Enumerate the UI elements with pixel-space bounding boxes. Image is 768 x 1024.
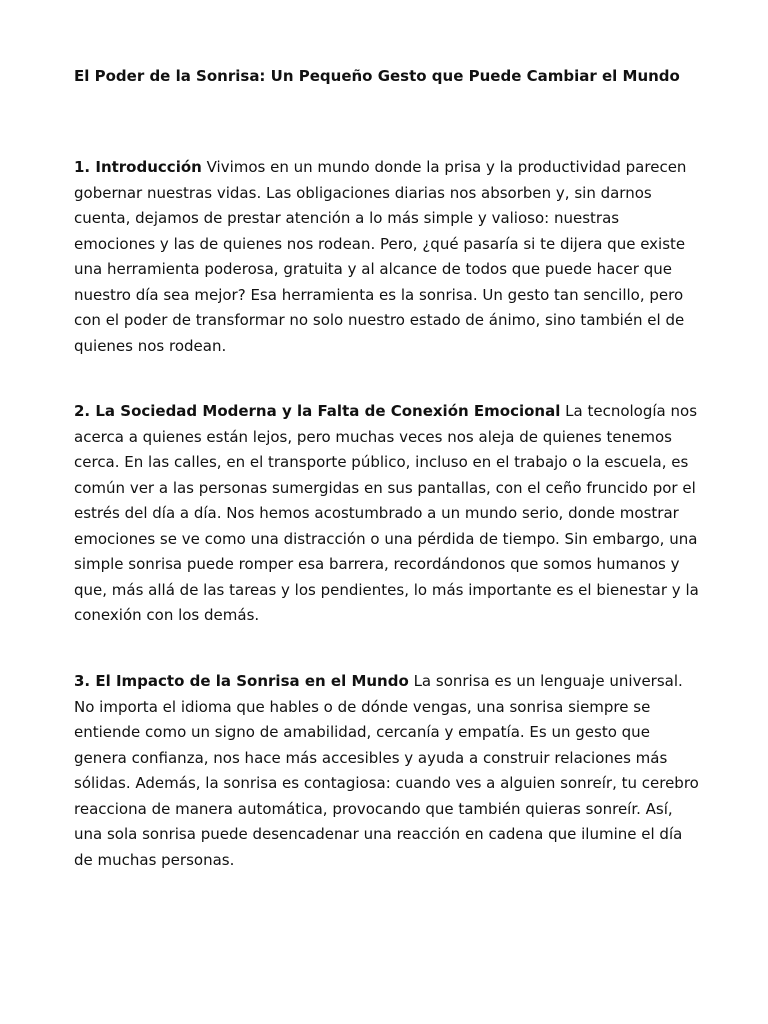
- section-body: Vivimos en un mundo donde la prisa y la productividad parecen gobernar nuestras vidas. Las obligaciones diarias nos absorben y, sin darnos cuenta, dejamos de prestar atención a lo más simple y valioso: nuestras emociones y las de quienes nos rodean. Pero, ¿qué pasaría si te dijera que existe una herramienta poderosa, gratuita y al alcance de todos que puede hacer que nuestro día sea mejor? Esa herramienta es la sonrisa. Un gesto tan sencillo, pero con el poder de transformar no solo nuestro estado de ánimo, sino también el de quienes nos rodean.: [74, 158, 687, 355]
- section-body: La sonrisa es un lenguaje universal. No importa el idioma que hables o de dónde vengas, una sonrisa siempre se entiende como un signo de amabilidad, cercanía y empatía. Es un gesto que genera confianza, nos hace más accesibles y ayuda a construir relaciones más sólidas. Además, la sonrisa es contagiosa: cuando ves a alguien sonreír, tu cerebro reacciona de manera automática, provocando que también quieras sonreír. Así, una sola sonrisa puede desencadenar una reacción en cadena que ilumine el día de muchas personas.: [74, 672, 699, 869]
- section-heading: 1. Introducción: [74, 158, 202, 176]
- document-title: El Poder de la Sonrisa: Un Pequeño Gesto que Puede Cambiar el Mundo: [74, 67, 680, 85]
- section-introduccion: [74, 155, 700, 359]
- document-page: [74, 64, 700, 869]
- section-sociedad-moderna: [74, 399, 700, 629]
- section-heading: 3. El Impacto de la Sonrisa en el Mundo: [74, 672, 409, 690]
- section-heading: 2. La Sociedad Moderna y la Falta de Conexión Emocional: [74, 402, 561, 420]
- section-body: La tecnología nos acerca a quienes están lejos, pero muchas veces nos aleja de quienes tenemos cerca. En las calles, en el transporte público, incluso en el trabajo o la escuela, es común ver a las personas sumergidas en sus pantallas, con el ceño fruncido por el estrés del día a día. Nos hemos acostumbrado a un mundo serio, donde mostrar emociones se ve como una distracción o una pérdida de tiempo. Sin embargo, una simple sonrisa puede romper esa barrera, recordándonos que somos humanos y que, más allá de las tareas y los pendientes, lo más importante es el bienestar y la conexión con los demás.: [74, 402, 699, 624]
- section-impacto-sonrisa: [74, 669, 700, 873]
